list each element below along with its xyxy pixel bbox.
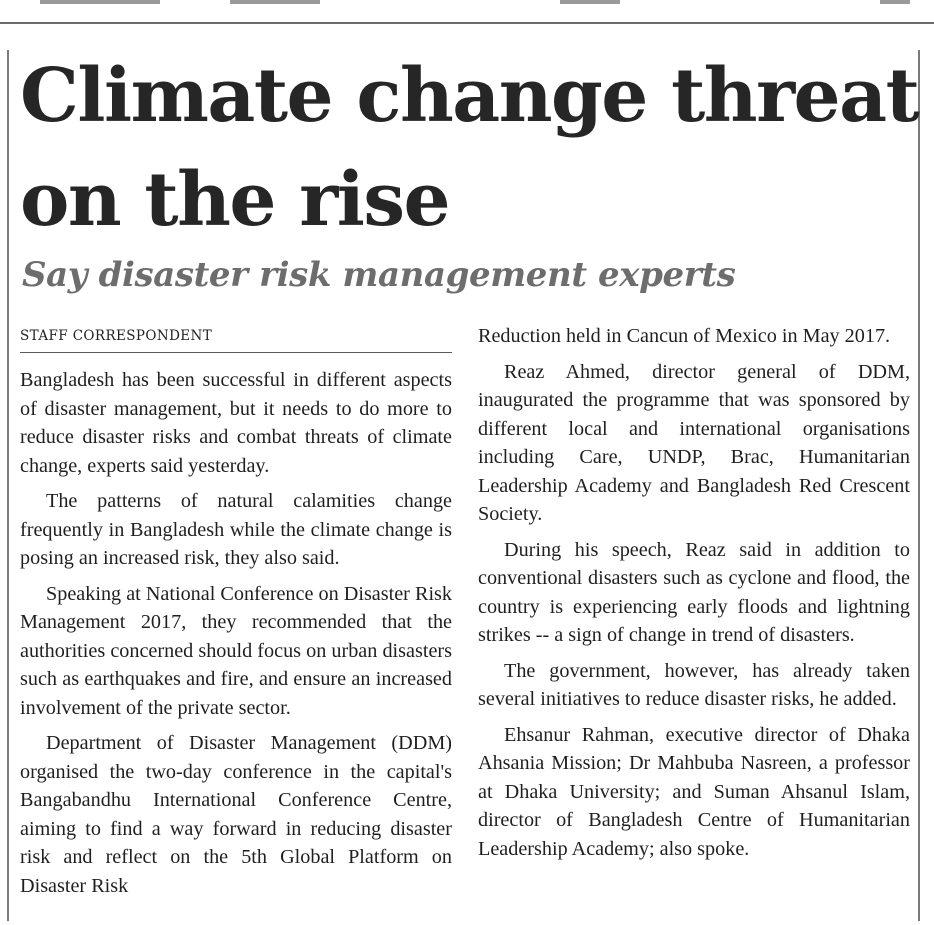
paragraph: The patterns of natural calamities change frequently in Bangladesh while the climate change is posing an increased risk, they also said. bbox=[20, 490, 452, 569]
byline: STAFF CORRESPONDENT bbox=[20, 324, 452, 353]
paragraph: Ehsanur Rahman, executive director of Dhaka Ahsania Mission; Dr Mahbuba Nasreen, a professor at Dhaka University; and Suman Ahsanul Islam, director of Bangladesh Centre of Humanitarian Leadership Academy; also spoke. bbox=[478, 723, 910, 860]
page-top-rule bbox=[0, 22, 934, 24]
paragraph: Reaz Ahmed, director general of DDM, inaugurated the programme that was sponsored by different local and international organisations including Care, UNDP, Brac, Humanitarian Leadership Academy and Bangladesh Red Crescent Society. bbox=[478, 360, 910, 525]
headline bbox=[20, 44, 920, 252]
article-column-2 bbox=[478, 322, 910, 863]
headline-line-2: on the rise bbox=[20, 157, 450, 243]
paragraph: Speaking at National Conference on Disaster Risk Management 2017, they recommended that the authorities concerned should focus on urban disasters such as earthquakes and fire, and ensure an increased involvement of the private sector. bbox=[20, 582, 452, 719]
paragraph: The government, however, has already taken several initiatives to reduce disaster risks, he added. bbox=[478, 659, 910, 710]
subheadline: Say disaster risk management experts bbox=[22, 255, 736, 295]
article-column-1 bbox=[20, 366, 452, 900]
headline-line-1: Climate change threat bbox=[20, 53, 919, 139]
paragraph-continuation: Reduction held in Cancun of Mexico in May 2017. bbox=[478, 325, 891, 347]
page-top-marks bbox=[0, 0, 934, 6]
paragraph: Bangladesh has been successful in different aspects of disaster management, but it needs to do more to reduce disaster risks and combat threats of climate change, experts said yesterday. bbox=[20, 369, 452, 477]
paragraph: During his speech, Reaz said in addition to conventional disasters such as cyclone and flood, the country is experiencing early floods and lightning strikes -- a sign of change in trend of disasters. bbox=[478, 538, 910, 646]
column-left-rule bbox=[7, 50, 9, 921]
paragraph: Department of Disaster Management (DDM) organised the two-day conference in the capital's Bangabandhu International Conference Centre, aiming to find a way forward in reducing disaster risk and reflect on the 5th Global Platform on Disaster Risk bbox=[20, 732, 452, 897]
